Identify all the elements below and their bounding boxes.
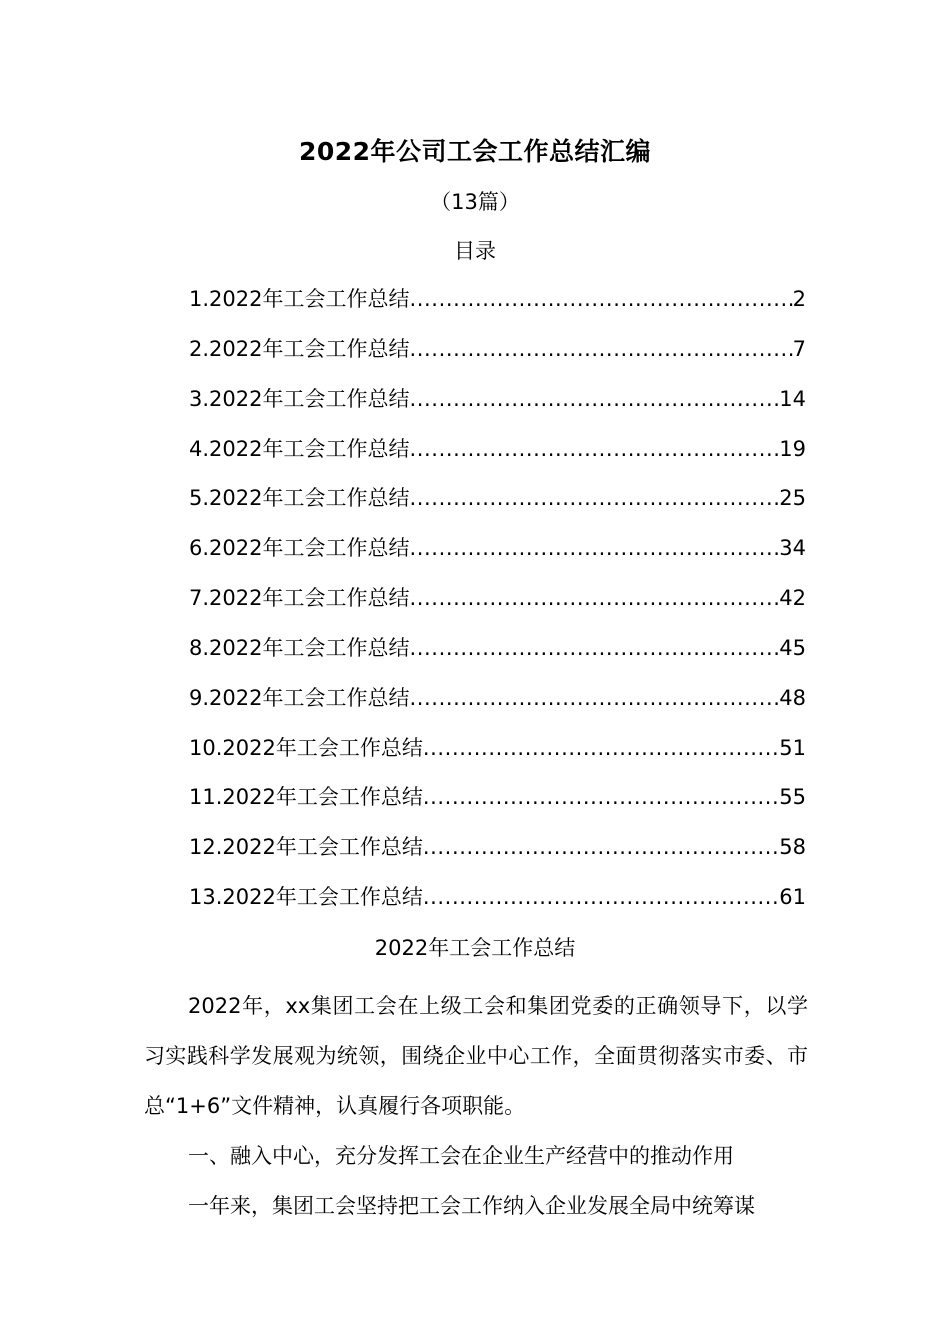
toc-leader-dots — [409, 284, 792, 314]
toc-entry-12[interactable] — [189, 832, 806, 882]
toc-entry-page: 42 — [779, 586, 806, 611]
toc-entry-10[interactable] — [189, 733, 806, 783]
toc-leader-dots — [409, 583, 779, 613]
toc-leader-dots — [409, 384, 779, 414]
toc-entry-label: 7.2022年工会工作总结 — [189, 586, 410, 611]
toc-entry-label: 4.2022年工会工作总结 — [189, 436, 410, 461]
toc-entry-11[interactable] — [189, 782, 806, 832]
toc-entry-page: 7 — [792, 336, 806, 361]
toc-entry-label: 13.2022年工会工作总结 — [189, 885, 423, 910]
toc-leader-dots — [409, 683, 779, 713]
toc-entry-label: 11.2022年工会工作总结 — [189, 785, 423, 810]
toc-leader-dots — [409, 434, 779, 464]
toc-entry-9[interactable] — [189, 683, 806, 733]
toc-entry-page: 61 — [779, 885, 806, 910]
toc-entry-5[interactable] — [189, 483, 806, 533]
toc-entry-13[interactable] — [189, 882, 806, 932]
toc-entry-1[interactable] — [189, 284, 806, 334]
toc-entry-label: 5.2022年工会工作总结 — [189, 486, 410, 511]
toc-entry-label: 2.2022年工会工作总结 — [189, 336, 410, 361]
toc-leader-dots — [409, 533, 779, 563]
table-of-contents — [189, 284, 806, 932]
toc-leader-dots — [409, 483, 779, 513]
toc-entry-4[interactable] — [189, 434, 806, 484]
toc-leader-dots — [409, 633, 779, 663]
toc-entry-label: 8.2022年工会工作总结 — [189, 635, 410, 660]
toc-entry-8[interactable] — [189, 633, 806, 683]
toc-entry-page: 19 — [779, 436, 806, 461]
toc-entry-page: 58 — [779, 835, 806, 860]
toc-leader-dots — [409, 334, 792, 364]
section-title: 2022年工会工作总结 — [374, 936, 576, 960]
document-title: 2022年公司工会工作总结汇编 — [298, 137, 652, 166]
toc-entry-page: 34 — [779, 536, 806, 561]
toc-entry-2[interactable] — [189, 334, 806, 384]
paragraph-body: 一年来，集团工会坚持把工会工作纳入企业发展全局中统筹谋 — [188, 1194, 755, 1218]
section-heading-1: 一、融入中心，充分发挥工会在企业生产经营中的推动作用 — [188, 1144, 734, 1168]
toc-leader-dots — [423, 882, 779, 912]
toc-entry-label: 12.2022年工会工作总结 — [189, 835, 423, 860]
toc-entry-7[interactable] — [189, 583, 806, 633]
toc-entry-3[interactable] — [189, 384, 806, 434]
toc-entry-label: 6.2022年工会工作总结 — [189, 536, 410, 561]
toc-entry-page: 55 — [779, 785, 806, 810]
toc-entry-page: 25 — [779, 486, 806, 511]
toc-entry-page: 48 — [779, 685, 806, 710]
toc-entry-label: 3.2022年工会工作总结 — [189, 386, 410, 411]
toc-entry-6[interactable] — [189, 533, 806, 583]
toc-leader-dots — [423, 733, 779, 763]
paragraph-intro: 2022年，xx集团工会在上级工会和集团党委的正确领导下，以学习实践科学发展观为统领，围绕企业中心工作，全面贯彻落实市委、市总“1+6”文件精神，认真履行各项职能。 — [144, 994, 808, 1118]
toc-entry-label: 1.2022年工会工作总结 — [189, 287, 410, 311]
toc-entry-label: 9.2022年工会工作总结 — [189, 685, 410, 710]
toc-entry-page: 14 — [779, 386, 806, 411]
toc-leader-dots — [423, 782, 779, 812]
toc-entry-page: 51 — [779, 735, 806, 760]
toc-entry-page: 45 — [779, 635, 806, 660]
body-text — [144, 981, 808, 1231]
document-subtitle: （13篇） — [430, 190, 520, 214]
toc-leader-dots — [423, 832, 779, 862]
toc-entry-label: 10.2022年工会工作总结 — [189, 735, 423, 760]
toc-entry-page: 2 — [792, 287, 806, 311]
toc-heading: 目录 — [454, 239, 496, 263]
